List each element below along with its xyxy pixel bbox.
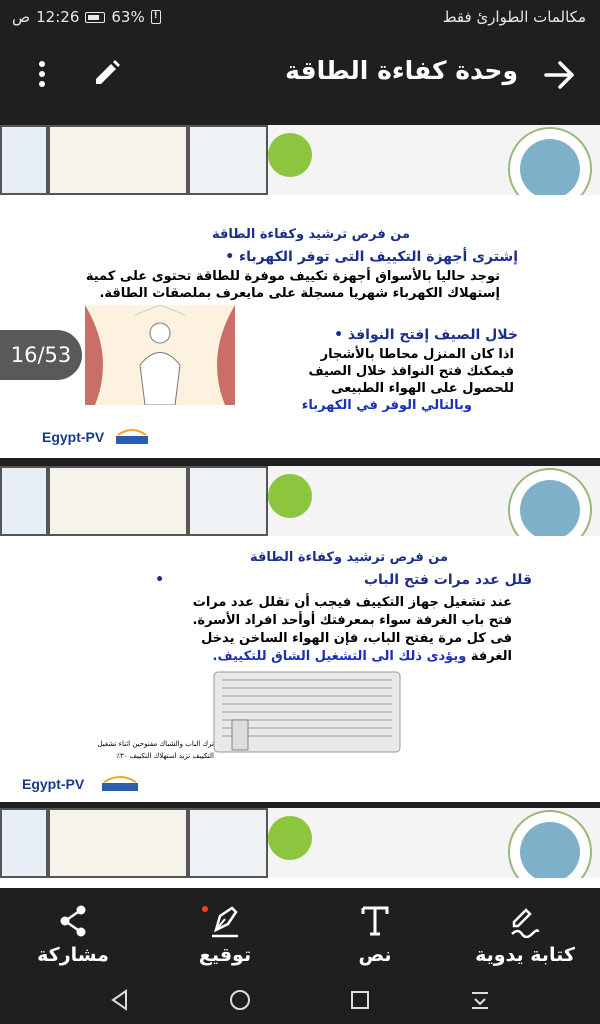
- bullet-line: اذا كان المنزل محاطا بالأشجار: [320, 347, 514, 362]
- bullet-line: وبالتالي الوفر في الكهرباء: [301, 398, 472, 413]
- egypt-pv-logo: Egypt-PV: [22, 776, 85, 792]
- banner-room: [188, 808, 268, 878]
- clock-ampm: ص: [12, 8, 31, 26]
- banner-room: [48, 125, 188, 195]
- slide-heading: من فرص ترشيد وكفاءة الطاقة: [250, 550, 448, 565]
- slide-heading: من فرص ترشيد وكفاءة الطاقة: [212, 227, 410, 242]
- camera-icon: [268, 816, 312, 860]
- body-line: فى كل مرة يفتح الباب، فإن الهواء الساخن يدخل: [201, 631, 512, 646]
- air-conditioner-image: [212, 668, 402, 758]
- status-bar: [0, 0, 600, 34]
- banner-room: [48, 466, 188, 536]
- window-illustration: [85, 305, 235, 405]
- system-nav-bar: [0, 976, 600, 1024]
- pdf-page-16[interactable]: [0, 125, 600, 458]
- arrow-back-icon[interactable]: [542, 60, 576, 90]
- nav-home-icon[interactable]: [228, 988, 252, 1012]
- text-button[interactable]: [320, 900, 430, 974]
- share-icon: [58, 904, 88, 938]
- camera-icon: [268, 133, 312, 177]
- handwrite-label: كتابة يدوية: [475, 944, 575, 966]
- bullet-title: خلال الصيف إفتح النوافذ •: [334, 327, 518, 343]
- text-t-icon: [360, 904, 390, 938]
- ministry-logo: [508, 810, 592, 878]
- ministry-logo: [508, 127, 592, 195]
- bottom-toolbar: [0, 892, 600, 974]
- fountain-pen-icon: [210, 904, 240, 938]
- image-caption: ترك الباب والشباك مفتوحين اثناء تشغيل: [97, 740, 214, 748]
- nav-recents-icon[interactable]: [348, 988, 372, 1012]
- sign-button[interactable]: [170, 900, 280, 974]
- nav-dropdown-icon[interactable]: [468, 988, 492, 1012]
- banner-room: [0, 466, 48, 536]
- handwrite-button[interactable]: [470, 900, 580, 974]
- banner-room: [188, 466, 268, 536]
- ministry-logo: [508, 468, 592, 536]
- solar-panel-icon: [100, 772, 140, 792]
- battery-icon: [85, 12, 105, 23]
- nav-back-icon[interactable]: [108, 988, 132, 1012]
- text-label: نص: [358, 944, 392, 966]
- bullet-body: توجد حاليا بالأسواق أجهزة تكييف موفرة للطاقة تحتوى على كمية إستهلاك الكهرباء شهريا مسجلة على مايعرف بملصقات الطاقة.: [85, 269, 500, 301]
- more-vert-icon[interactable]: [30, 58, 54, 90]
- egypt-pv-logo: Egypt-PV: [42, 429, 105, 445]
- sign-label: توقيع: [198, 944, 252, 966]
- carrier-label: مكالمات الطوارئ فقط: [442, 8, 586, 26]
- bullet-line: للحصول على الهواء الطبيعى: [331, 381, 514, 396]
- page-title: وحدة كفاءة الطاقة: [285, 56, 518, 85]
- page-counter-badge: 16/53: [0, 330, 82, 380]
- bullet-title: إشترى أجهزة التكييف التى توفر الكهرباء •: [225, 249, 518, 265]
- app-bar: [0, 34, 600, 120]
- bullet-title: قلل عدد مرات فتح الباب •: [155, 572, 532, 588]
- banner-room: [48, 808, 188, 878]
- banner-room: [0, 125, 48, 195]
- camera-icon: [268, 474, 312, 518]
- body-line: عند تشغيل جهاز التكييف فيجب أن تقلل عدد مرات: [192, 595, 512, 610]
- clock-time: 12:26: [36, 8, 80, 26]
- battery-percent: 63%: [111, 8, 145, 26]
- alert-icon: !: [151, 10, 161, 24]
- slide-banner: [0, 808, 600, 878]
- image-caption: التكييف تزيد استهلاك التكييف ٣٠٪: [116, 752, 214, 760]
- body-line: الغرفة ويؤدى ذلك الى التشغيل الشاق للتكييف.: [212, 649, 512, 664]
- slide-banner: [0, 466, 600, 536]
- pdf-page-18[interactable]: [0, 808, 600, 888]
- new-badge: [202, 906, 208, 912]
- solar-panel-icon: [114, 425, 150, 445]
- bullet-line: فيمكنك فتح النوافذ خلال الصيف: [308, 364, 514, 379]
- status-left: [12, 8, 161, 26]
- body-line: فتح باب الغرفة سواء بمعرفتك أوأحد افراد الأسرة.: [192, 613, 512, 628]
- pdf-page-17[interactable]: [0, 466, 600, 802]
- share-label: مشاركة: [37, 944, 109, 966]
- share-button[interactable]: [18, 900, 128, 974]
- banner-room: [188, 125, 268, 195]
- pen-icon[interactable]: [92, 58, 122, 90]
- banner-room: [0, 808, 48, 878]
- handwrite-icon: [510, 904, 540, 938]
- slide-banner: [0, 125, 600, 195]
